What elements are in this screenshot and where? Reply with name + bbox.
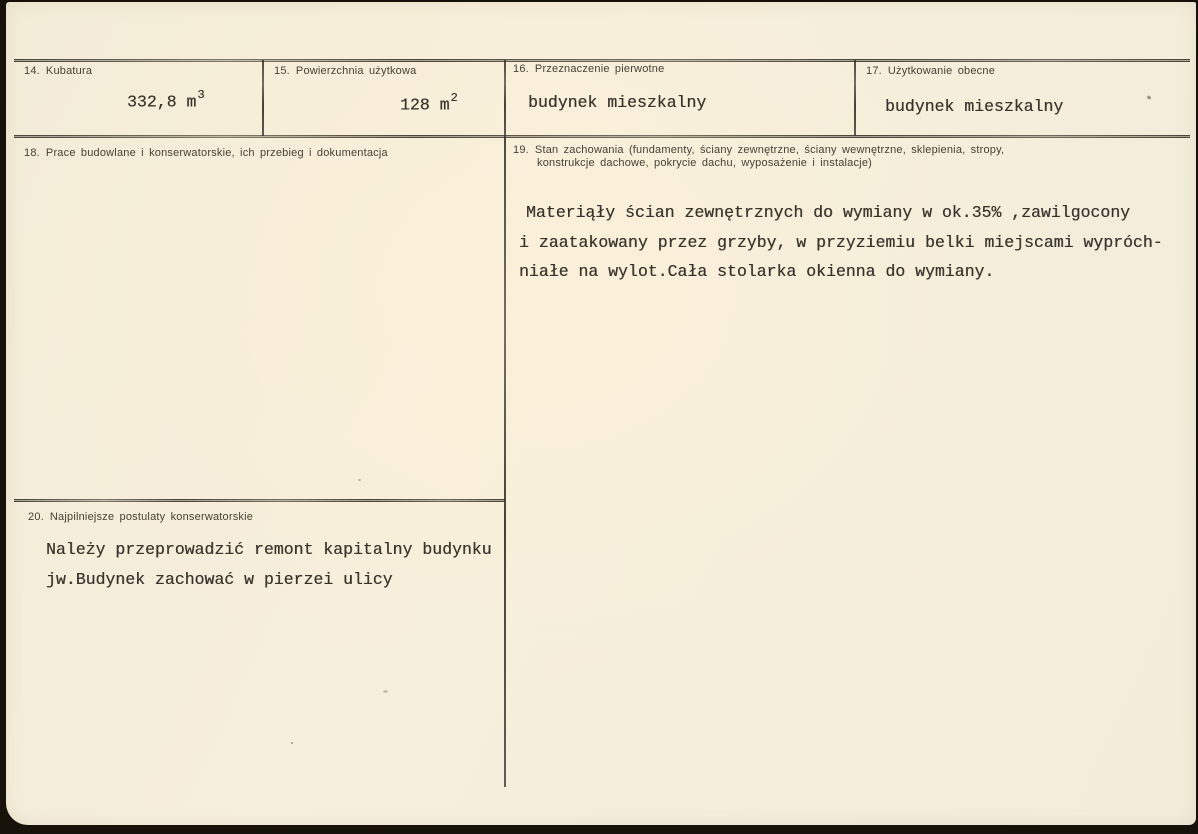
paper-speck (358, 479, 361, 481)
divider-field-15-16 (504, 60, 506, 136)
header-row-bottom-rule (14, 135, 1190, 138)
field-17-number: 17. (866, 65, 882, 77)
field-17-value: budynek mieszkalny (885, 97, 1064, 116)
field-17-label: Użytkowanie obecne (887, 65, 996, 77)
field-16-value: budynek mieszkalny (528, 93, 707, 112)
section-19-number: 19. (513, 144, 529, 156)
field-15-value: 128 $m^2$ (400, 91, 458, 115)
field-16-label: Przeznaczenie pierwotne (534, 63, 665, 75)
section-19-notes-line-2: i zaatakowany przez grzyby, w przyziemiu belki miejscami wypróch- (519, 232, 1163, 252)
section-18-label: Prace budowlane i konserwatorskie, ich przebieg i dokumentacja (45, 147, 388, 159)
section-19-notes (519, 198, 1163, 287)
section-20-notes-line-2: jw.Budynek zachować w pierzei ulicy (46, 569, 393, 589)
section-20-label: Najpilniejsze postulaty konserwatorskie (49, 511, 254, 523)
section-19-notes-line-1: Materiąły ścian zewnętrznych do wymiany w ok.35% ,zawilgocony (526, 203, 1130, 222)
paper-speck (291, 742, 293, 744)
section-18-number: 18. (24, 147, 40, 159)
top-rule (14, 59, 1190, 62)
section-20-notes (46, 535, 492, 594)
section-19-notes-line-3: niałe na wylot.Cała stolarka okienna do wymiany. (519, 262, 995, 282)
field-15-label: Powierzchnia użytkowa (295, 65, 417, 77)
section-19-label-line1: Stan zachowania (fundamenty, ściany zewnętrzne, ściany wewnętrzne, sklepienia, stropy, (534, 144, 1005, 156)
section-19-label-line2: konstrukcje dachowe, pokrycie dachu, wyposażenie i instalacje) (537, 157, 873, 169)
document-card (6, 2, 1196, 825)
paper-speck (1147, 95, 1152, 100)
section-20-top-rule (14, 499, 505, 502)
main-column-divider (504, 136, 506, 787)
divider-field-14-15 (262, 60, 264, 136)
field-14-label: Kubatura (45, 65, 93, 77)
field-16-number: 16. (513, 63, 529, 75)
paper-speck (383, 690, 388, 693)
section-20-notes-line-1: Należy przeprowadzić remont kapitalny budynku (46, 540, 492, 559)
divider-field-16-17 (854, 60, 856, 136)
field-14-number: 14. (24, 65, 40, 77)
section-20-number: 20. (28, 511, 44, 523)
field-15-number: 15. (274, 65, 290, 77)
field-14-value: 332,8 $m^3$ (127, 88, 205, 112)
